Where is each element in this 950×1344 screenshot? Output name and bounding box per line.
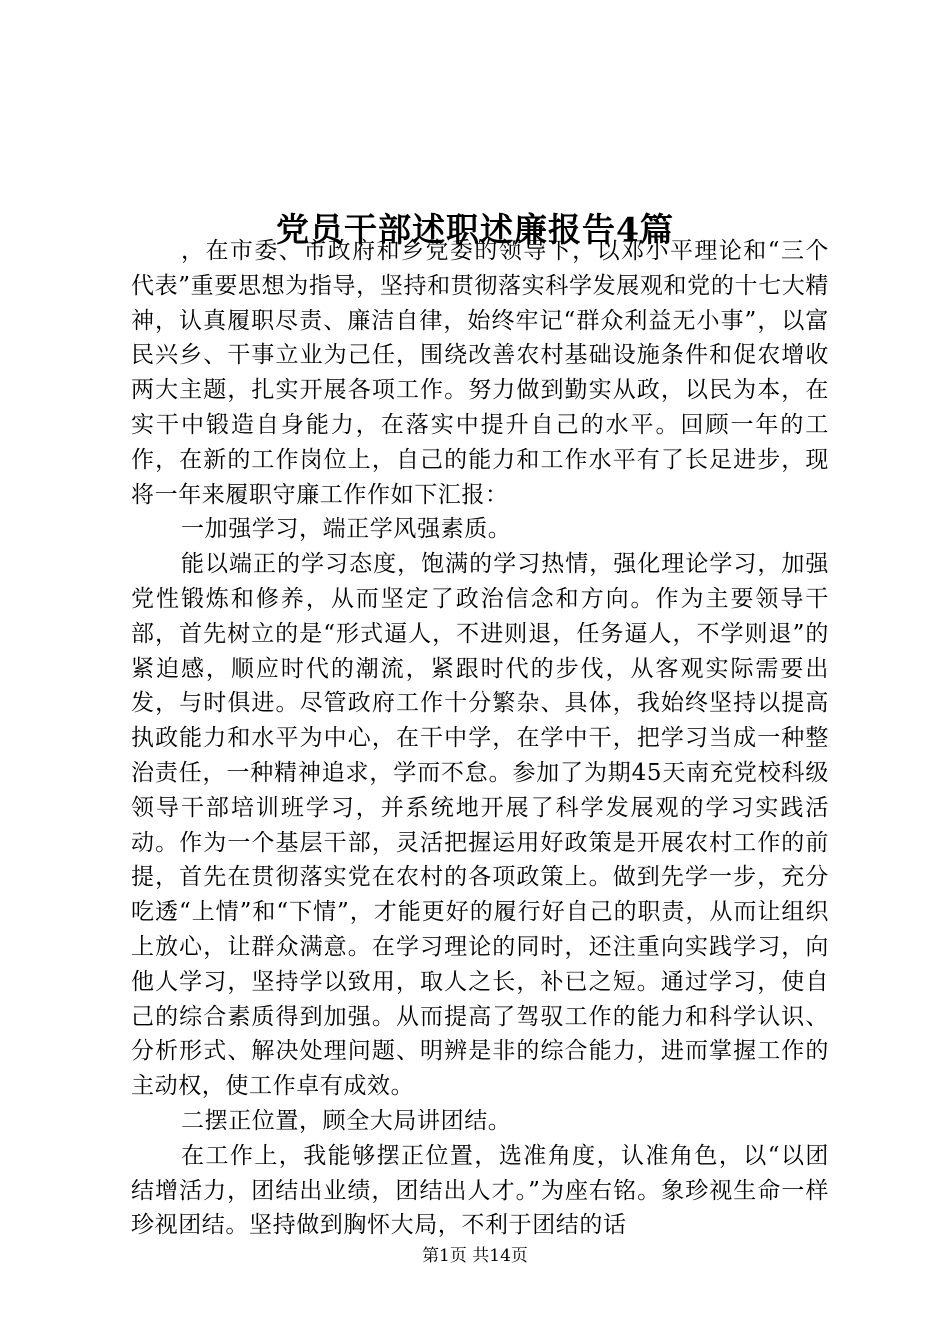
section-heading-2: 二摆正位置，顾全大局讲团结。 [181,1107,512,1134]
page-number-footer: 第1页 共14页 [422,1246,528,1266]
section-2-paragraph: 在工作上，我能够摆正位置，选准角度，认准角色，以“以团结增活力，团结出业绩，团结出人才。”为座右铭。象珍视生命一样珍视团结。坚持做到胸怀大局，不利于团结的话 [131,1142,829,1239]
section-1-paragraph: 能以端正的学习态度，饱满的学习热情，强化理论学习，加强党性锻炼和修养，从而坚定了政治信念和方向。作为主要领导干部，首先树立的是“形式逼人，不进则退，任务逼人，不学则退”的紧迫感，顺应时代的潮流，紧跟时代的步伐，从客观实际需要出发，与时俱进。尽管政府工作十分繁杂、具体，我始终坚持以提高执政能力和水平为中心，在干中学，在学中干，把学习当成一种整治责任，一种精神追求，学而不怠。参加了为期45天南充党校科级领导干部培训班学习，并系统地开展了科学发展观的学习实践活动。作为一个基层干部，灵活把握运用好政策是开展农村工作的前提，首先在贯彻落实党在农村的各项政策上。做到先学一步，充分吃透“上情”和“下情”，才能更好的履行好自己的职责，从而让组织上放心，让群众满意。在学习理论的同时，还注重向实践学习，向他人学习，坚持学以致用，取人之长，补已之短。通过学习，使自己的综合素质得到加强。从而提高了驾驭工作的能力和科学认识、分析形式、解决处理问题、明辨是非的综合能力，进而掌握工作的主动权，使工作卓有成效。 [131,551,829,1100]
intro-paragraph: ，在市委、市政府和乡党委的领导下，以邓小平理论和“三个代表”重要思想为指导，坚持和贯彻落实科学发展观和党的十七大精神，认真履职尽责、廉洁自律，始终牢记“群众利益无小事”，以富民兴乡、干事立业为己任，围绕改善农村基础设施条件和促农增收两大主题，扎实开展各项工作。努力做到勤实从政，以民为本，在实干中锻造自身能力，在落实中提升自己的水平。回顾一年的工作，在新的工作岗位上，自己的能力和工作水平有了长足进步，现将一年来履职守廉工作作如下汇报： [131,238,829,508]
section-heading-1: 一加强学习，端正学风强素质。 [181,516,512,543]
document-title: 党员干部述职述廉报告4篇 [276,210,674,250]
document-body [131,234,829,1243]
